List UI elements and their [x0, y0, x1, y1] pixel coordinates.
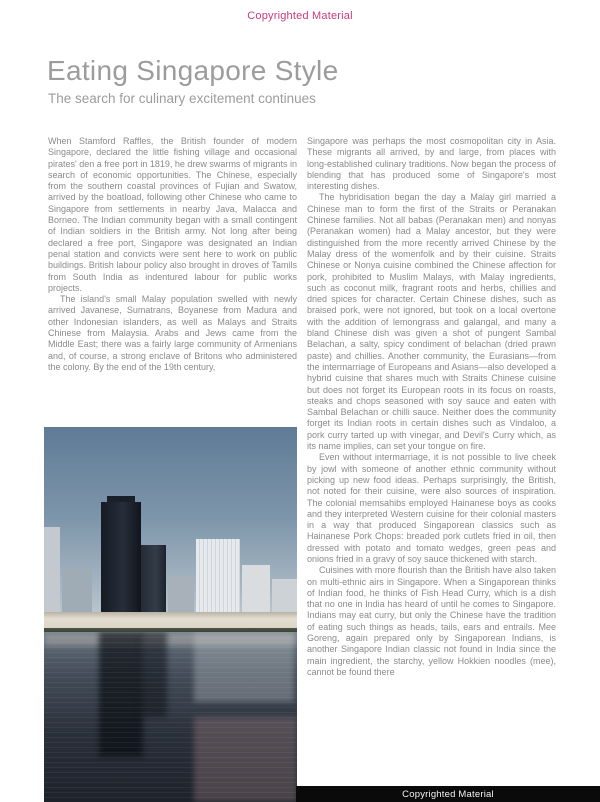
body-paragraph: Even without intermarriage, it is not possible to live cheek by jowl with someone of another ethnic community without picking up new food ideas. Perhaps surprisingly, the British, not noted for their cuisine, were also sources of inspiration. The colonial memsahibs employed Hainanese boys as cooks and they interpreted Western cuisine for their colonial masters in a way that produced Singaporean classics such as Hainanese Pork Chops: breaded pork cutlets fried in oil, then dressed with potato and tomato wedges, green peas and onions fried in a gravy of soy sauce thickened with starch.: [307, 452, 556, 564]
body-paragraph: Singapore was perhaps the most cosmopolitan city in Asia. These migrants all arrived, by and large, from places with long-established culinary traditions. Now began the process of blending that has produced some of Singapore's most interesting dishes.: [307, 136, 556, 192]
page-subtitle: The search for culinary excitement continues: [48, 91, 316, 106]
skyline-photo: [44, 427, 297, 802]
body-paragraph: Cuisines with more flourish than the British have also taken on multi-ethnic airs in Singapore. When a Singaporean thinks of Indian food, he thinks of Fish Head Curry, which is a dish that no one in India has heard of until he comes to Singapore. Indians may eat curry, but only the Chinese have the tradition of eating such things as heads, tails, ears and entrails. Mee Goreng, again prepared only by Singaporean Indians, is another Singapore Indian classic not found in India since the main ingredient, the starchy, yellow Hokkien noodles (mee), cannot be found there: [307, 565, 556, 677]
body-paragraph: When Stamford Raffles, the British founder of modern Singapore, declared the little fishing village and occasional pirates' den a free port in 1819, he drew swarms of migrants in search of economic opportunities. The Chinese, especially from the southern coastal provinces of Fujian and Swatow, arrived by the boatload, following other Chinese who came to Singapore from settlements in nearby Java, Malacca and Borneo. The Indian community began with a small contingent of Indian soldiers in the British army. Not long after being declared a free port, Singapore was designated an Indian penal station and convicts were sent here to work on public buildings. British labour policy also brought in droves of Tamils from South India as indentured labour for public works projects.: [48, 136, 297, 293]
photo-dark-tower-main: [101, 502, 141, 627]
right-text-column: [307, 136, 556, 678]
body-paragraph: The island's small Malay population swelled with newly arrived Javanese, Sumatrans, Boyanese from Madura and other Indonesian islanders, as well as Malays and Straits Chinese from Malaysia. Arabs and Jews came from the Middle East; there was a fairly large community of Armenians and, of course, a strong enclave of Britons who administered the colony. By the end of the 19th century,: [48, 294, 297, 372]
copyright-notice-bottom: Copyrighted Material: [402, 788, 494, 800]
photo-river-water: [44, 632, 297, 802]
copyright-notice-top: Copyrighted Material: [247, 10, 353, 22]
body-paragraph: The hybridisation began the day a Malay girl married a Chinese man to form the first of the Straits or Peranakan Chinese families. Not all babas (Peranakan men) and nonyas (Peranakan women) had a Malay ancestor, but they were distinguished from the more recently arrived Chinese by the Malay dress of the womenfolk and by their cuisine. Straits Chinese or Nonya cuisine combined the Chinese affection for pork, prohibited to Muslim Malays, with Malay ingredients, such as coconut milk, fragrant roots and herbs, chillies and dried spices for character. Certain Chinese dishes, such as braised pork, were not ignored, but took on a local overtone with the addition of lemongrass and galangal, and many a bland Chinese dish was given a shot of pungent Sambal Belachan, a salty, spicy condiment of belachan (dried prawn paste) and chillies. Another community, the Eurasians—from the intermarriage of Europeans and Asians—also developed a hybrid cuisine that shares much with Straits Chinese cuisine but does not forget its European roots in its focus on roasts, steaks and chops seasoned with soy sauce and eaten with Sambal Belachan or chilli sauce. Neither does the community forget its Indian roots in certain dishes such as Vindaloo, a pork curry tarted up with vinegar, and Devil's Curry which, as its name implies, can set your tongue on fire.: [307, 192, 556, 452]
left-text-column: [48, 136, 297, 373]
copyright-bar-bottom: [296, 786, 600, 802]
photo-water-shimmer: [44, 632, 297, 802]
page-title: Eating Singapore Style: [47, 55, 339, 86]
photo-dark-tower-cap: [107, 496, 135, 502]
